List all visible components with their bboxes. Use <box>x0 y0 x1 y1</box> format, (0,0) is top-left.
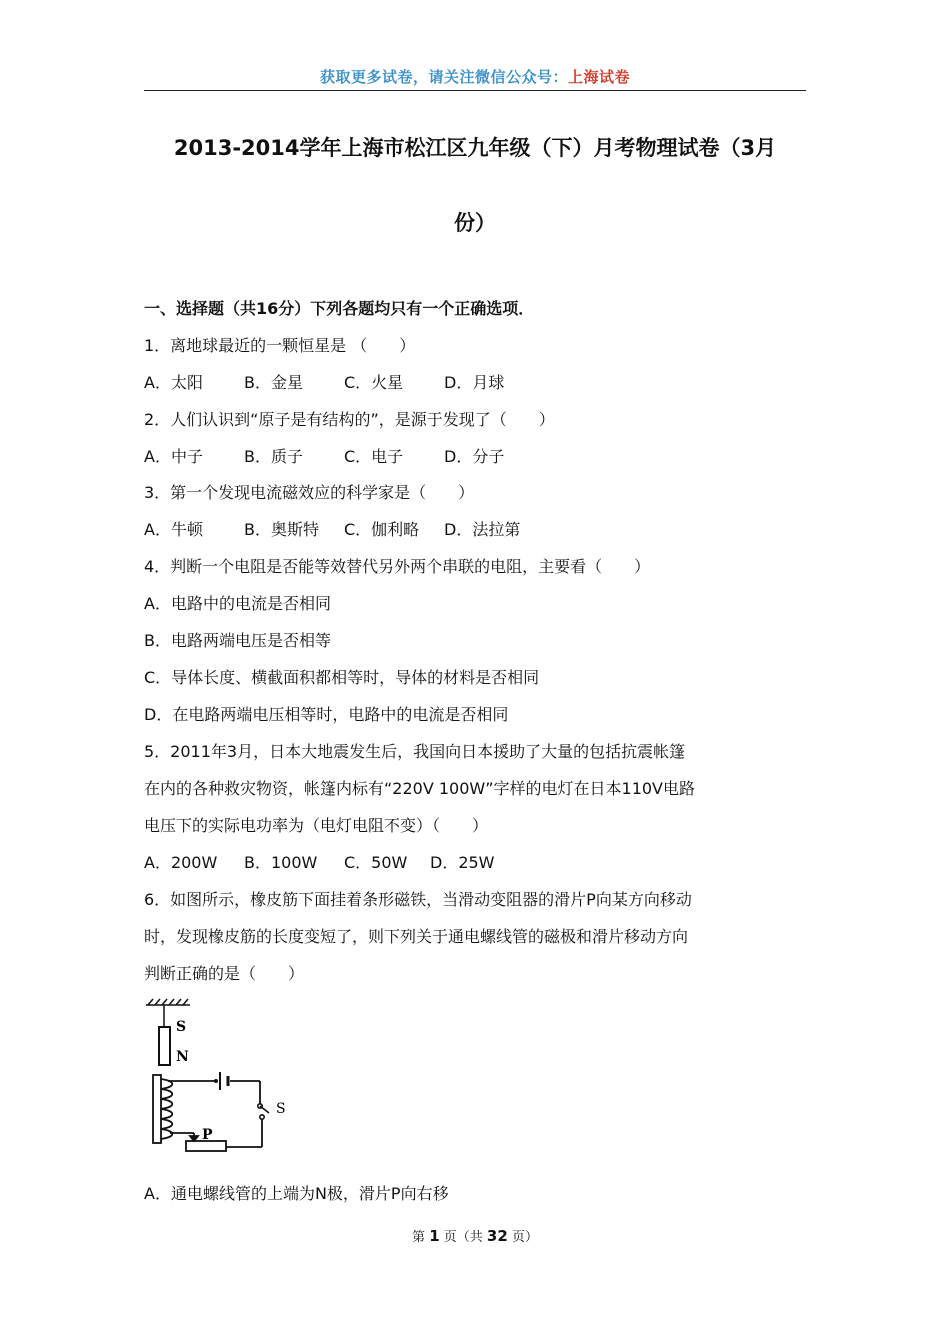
question-3-stem: 3．第一个发现电流磁效应的科学家是（ ） <box>144 483 475 502</box>
page-footer <box>0 1226 950 1245</box>
q1-option-b: B．金星 <box>244 373 303 392</box>
q2-option-d: D．分子 <box>444 447 505 466</box>
promo-account: 上海试卷 <box>568 68 631 86</box>
battery <box>220 1072 228 1090</box>
footer-post: 页） <box>511 1230 538 1245</box>
magnet-label-s: S <box>176 1019 187 1035</box>
question-6-line3: 判断正确的是（ ） <box>144 964 305 983</box>
q5-option-c: C．50W <box>344 853 408 872</box>
circuit-figure <box>144 995 304 1160</box>
q5-option-d: D．25W <box>430 853 495 872</box>
question-6-line2: 时，发现橡皮筋的长度变短了，则下列关于通电螺线管的磁极和滑片移动方向 <box>144 927 689 946</box>
q3-option-a: A．牛顿 <box>144 520 203 539</box>
bar-magnet <box>159 1027 170 1065</box>
q2-option-a: A．中子 <box>144 447 203 466</box>
question-2-options <box>144 445 806 469</box>
question-5-line3: 电压下的实际电功率为（电灯电阻不变）（ ） <box>144 816 489 835</box>
question-1-stem: 1．离地球最近的一颗恒星是 （ ） <box>144 336 416 355</box>
q3-option-d: D．法拉第 <box>444 520 521 539</box>
q4-option-a: A．电路中的电流是否相同 <box>144 594 331 613</box>
question-5-options <box>144 851 806 875</box>
switch-label: S <box>276 1101 286 1117</box>
solenoid <box>153 1075 172 1143</box>
circuit-wires <box>168 1081 262 1147</box>
switch <box>258 1104 269 1119</box>
question-6-line1: 6．如图所示，橡皮筋下面挂着条形磁铁，当滑动变阻器的滑片P向某方向移动 <box>144 890 692 909</box>
question-5-line2: 在内的各种救灾物资，帐篷内标有“220V 100W”字样的电灯在日本110V电路 <box>144 779 695 798</box>
q3-option-c: C．伽利略 <box>344 520 420 539</box>
slider-arrow <box>190 1133 198 1141</box>
q4-option-c: C．导体长度、横截面积都相等时，导体的材料是否相同 <box>144 668 540 687</box>
promo-text: 获取更多试卷，请关注微信公众号： <box>319 68 568 86</box>
footer-mid: 页（共 <box>443 1230 483 1245</box>
footer-page-total: 32 <box>486 1227 508 1245</box>
q1-option-c: C．火星 <box>344 373 404 392</box>
question-4-stem: 4．判断一个电阻是否能等效替代另外两个串联的电阻，主要看（ ） <box>144 557 651 576</box>
q2-option-b: B．质子 <box>244 447 303 466</box>
header-divider <box>144 90 806 91</box>
q5-option-a: A．200W <box>144 853 218 872</box>
ceiling-support <box>146 999 190 1005</box>
question-1-options <box>144 371 806 395</box>
q1-option-a: A．太阳 <box>144 373 203 392</box>
footer-pre: 第 <box>412 1230 426 1245</box>
q1-option-d: D．月球 <box>444 373 505 392</box>
footer-page-number: 1 <box>429 1227 440 1245</box>
q5-option-b: B．100W <box>244 853 318 872</box>
exam-title-line1: 2013-2014学年上海市松江区九年级（下）月考物理试卷（3月 <box>173 136 777 160</box>
q2-option-c: C．电子 <box>344 447 404 466</box>
promo-header <box>144 66 806 87</box>
question-2-stem: 2．人们认识到“原子是有结构的”，是源于发现了（ ） <box>144 410 555 429</box>
slider-label: P <box>202 1127 213 1143</box>
q4-option-b: B．电路两端电压是否相等 <box>144 631 331 650</box>
section-heading: 一、选择题（共16分）下列各题均只有一个正确选项． <box>144 299 535 318</box>
q3-option-b: B．奥斯特 <box>244 520 319 539</box>
junction-dot <box>214 1079 218 1083</box>
magnet-label-n: N <box>176 1049 189 1065</box>
question-3-options <box>144 518 806 542</box>
question-5-line1: 5．2011年3月，日本大地震发生后，我国向日本援助了大量的包括抗震帐篷 <box>144 742 686 761</box>
q6-option-a: A．通电螺线管的上端为N极，滑片P向右移 <box>144 1184 449 1203</box>
exam-title-line2: 份） <box>454 211 496 235</box>
q4-option-d: D．在电路两端电压相等时，电路中的电流是否相同 <box>144 705 509 724</box>
